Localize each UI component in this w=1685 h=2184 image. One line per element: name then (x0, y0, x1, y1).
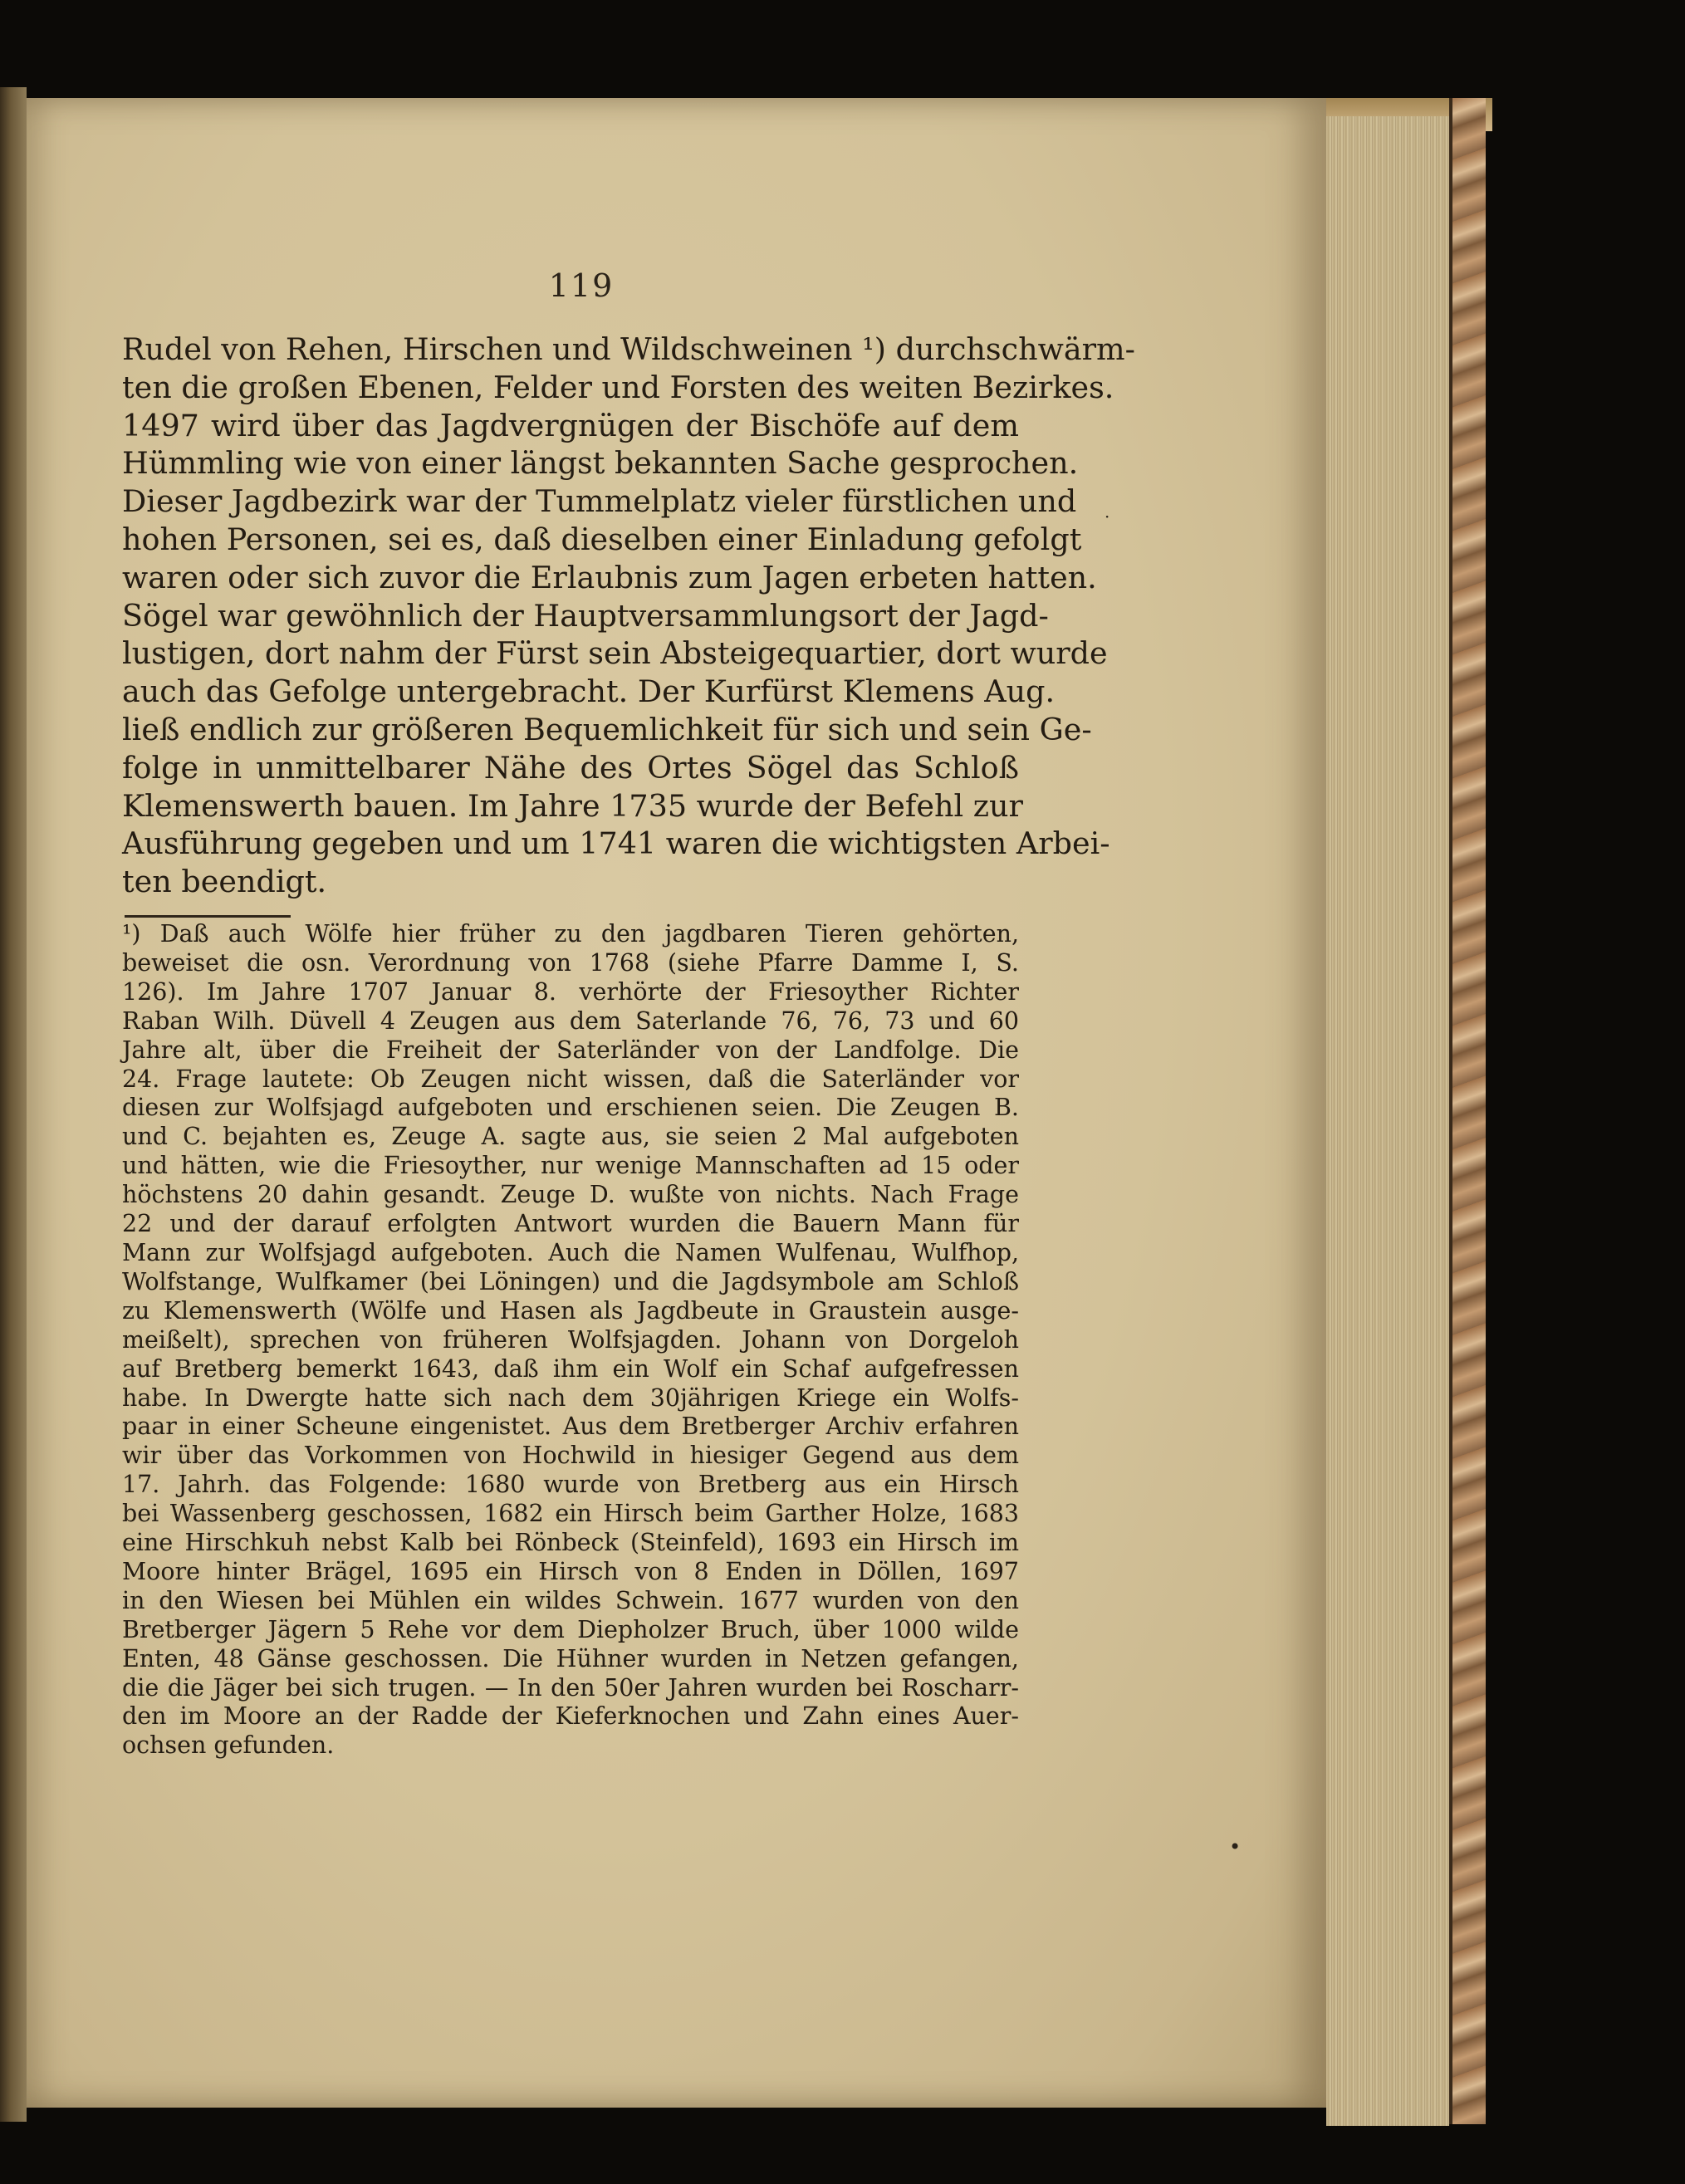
text-line: Hümmling wie von einer längst bekannten Sache gesprochen. (122, 445, 1079, 482)
footnote-line: Moore hinter Brägel, 1695 ein Hirsch von 8 Enden in Döllen, 1697 (122, 1557, 1019, 1585)
left-page-edge (0, 87, 27, 2122)
footnote-line: diesen zur Wolfsjagd aufgeboten und erschienen seien. Die Zeugen B. (122, 1094, 1019, 1122)
text-line: auch das Gefolge untergebracht. Der Kurfürst Klemens Aug. (122, 673, 1056, 710)
footnote-line: und hätten, wie die Friesoyther, nur wenige Mannschaften ad 15 oder (122, 1152, 1019, 1180)
footnote-line: die die Jäger bei sich trugen. — In den 50er Jahren wurden bei Roscharr- (122, 1673, 1019, 1702)
text-line: lustigen, dort nahm der Fürst sein Absteigequartier, dort wurde (122, 635, 1108, 672)
footnote-line: Bretberger Jägern 5 Rehe vor dem Diepholzer Bruch, über 1000 wilde (122, 1615, 1019, 1643)
text-line: Dieser Jagdbezirk war der Tummelplatz vieler fürstlichen und (122, 483, 1077, 520)
footnote-line: meißelt), sprechen von früheren Wolfsjagden. Johann von Dorgeloh (122, 1325, 1019, 1354)
text-line: waren oder sich zuvor die Erlaubnis zum Jagen erbeten hatten. (122, 559, 1097, 595)
speck-mark: • (1229, 1835, 1242, 1858)
text-line: 1497 wird über das Jagdvergnügen der Bischöfe auf dem (122, 407, 1019, 443)
footnote-line: den im Moore an der Radde der Kieferknochen und Zahn eines Auer- (122, 1702, 1019, 1731)
text-line: Klemenswerth bauen. Im Jahre 1735 wurde der Befehl zur (122, 787, 1023, 824)
footnote-line: paar in einer Scheune eingenistet. Aus dem Bretberger Archiv erfahren (122, 1413, 1019, 1441)
main-text (122, 331, 1135, 901)
footnote-line: habe. In Dwergte hatte sich nach dem 30jährigen Kriege ein Wolfs- (122, 1383, 1019, 1412)
footnote-line: ochsen gefunden. (122, 1731, 335, 1760)
footnote-line: ¹) Daß auch Wölfe hier früher zu den jagdbaren Tieren gehörten, (122, 920, 1019, 948)
text-line: ten beendigt. (122, 864, 327, 900)
text-line: Sögel war gewöhnlich der Hauptversammlungsort der Jagd- (122, 597, 1049, 634)
footnote-line: beweiset die osn. Verordnung von 1768 (siehe Pfarre Damme I, S. (122, 948, 1019, 977)
marbled-cover-edge (1449, 98, 1486, 2124)
footnote-line: zu Klemenswerth (Wölfe und Hasen als Jagdbeute in Graustein ausge- (122, 1296, 1019, 1325)
footnote-line: Wolfstange, Wulfkamer (bei Löningen) und die Jagdsymbole am Schloß (122, 1267, 1019, 1295)
footnote-line: auf Bretberg bemerkt 1643, daß ihm ein Wolf ein Schaf aufgefressen (122, 1354, 1019, 1383)
footnote-line: 17. Jahrh. das Folgende: 1680 wurde von Bretberg aus ein Hirsch (122, 1471, 1019, 1499)
footnote-line: 24. Frage lautete: Ob Zeugen nicht wissen, daß die Saterländer vor (122, 1065, 1019, 1093)
page-block-edge (1326, 116, 1449, 2126)
text-line: ließ endlich zur größeren Bequemlichkeit für sich und sein Ge- (122, 711, 1092, 747)
footnote-line: Raban Wilh. Düvell 4 Zeugen aus dem Saterlande 76, 76, 73 und 60 (122, 1006, 1019, 1035)
text-line: ten die großen Ebenen, Felder und Forsten des weiten Bezirkes. (122, 369, 1114, 405)
footnote-line: bei Wassenberg geschossen, 1682 ein Hirsch beim Garther Holze, 1683 (122, 1500, 1019, 1528)
footnote-line: Mann zur Wolfsjagd aufgeboten. Auch die Namen Wulfenau, Wulfhop, (122, 1238, 1019, 1266)
page-number: 119 (548, 267, 615, 304)
footnote-line: Enten, 48 Gänse geschossen. Die Hühner wurden in Netzen gefangen, (122, 1644, 1019, 1672)
footnote-divider (125, 915, 291, 918)
footnote-line: höchstens 20 dahin gesandt. Zeuge D. wußte von nichts. Nach Frage (122, 1181, 1019, 1209)
text-line: Ausführung gegeben und um 1741 waren die wichtigsten Arbei- (122, 825, 1110, 862)
footnote-line: wir über das Vorkommen von Hochwild in hiesiger Gegend aus dem (122, 1442, 1019, 1470)
footnote-line: 126). Im Jahre 1707 Januar 8. verhörte der Friesoyther Richter (122, 977, 1019, 1006)
footnote-line: Jahre alt, über die Freiheit der Saterländer von der Landfolge. Die (122, 1036, 1019, 1064)
footnote-text (122, 920, 1019, 1760)
text-line: Rudel von Rehen, Hirschen und Wildschweinen ¹) durchschwärm- (122, 331, 1135, 367)
speck-mark: · (1105, 507, 1110, 526)
footnote-line: und C. bejahten es, Zeuge A. sagte aus, sie seien 2 Mal aufgeboten (122, 1123, 1019, 1151)
footnote-line: 22 und der darauf erfolgten Antwort wurden die Bauern Mann für (122, 1210, 1019, 1238)
footnote-line: eine Hirschkuh nebst Kalb bei Rönbeck (Steinfeld), 1693 ein Hirsch im (122, 1529, 1019, 1557)
text-line: folge in unmittelbarer Nähe des Ortes Sögel das Schloß (122, 749, 1019, 786)
footnote-line: in den Wiesen bei Mühlen ein wildes Schwein. 1677 wurden von den (122, 1586, 1019, 1614)
text-line: hohen Personen, sei es, daß dieselben einer Einladung gefolgt (122, 521, 1082, 557)
